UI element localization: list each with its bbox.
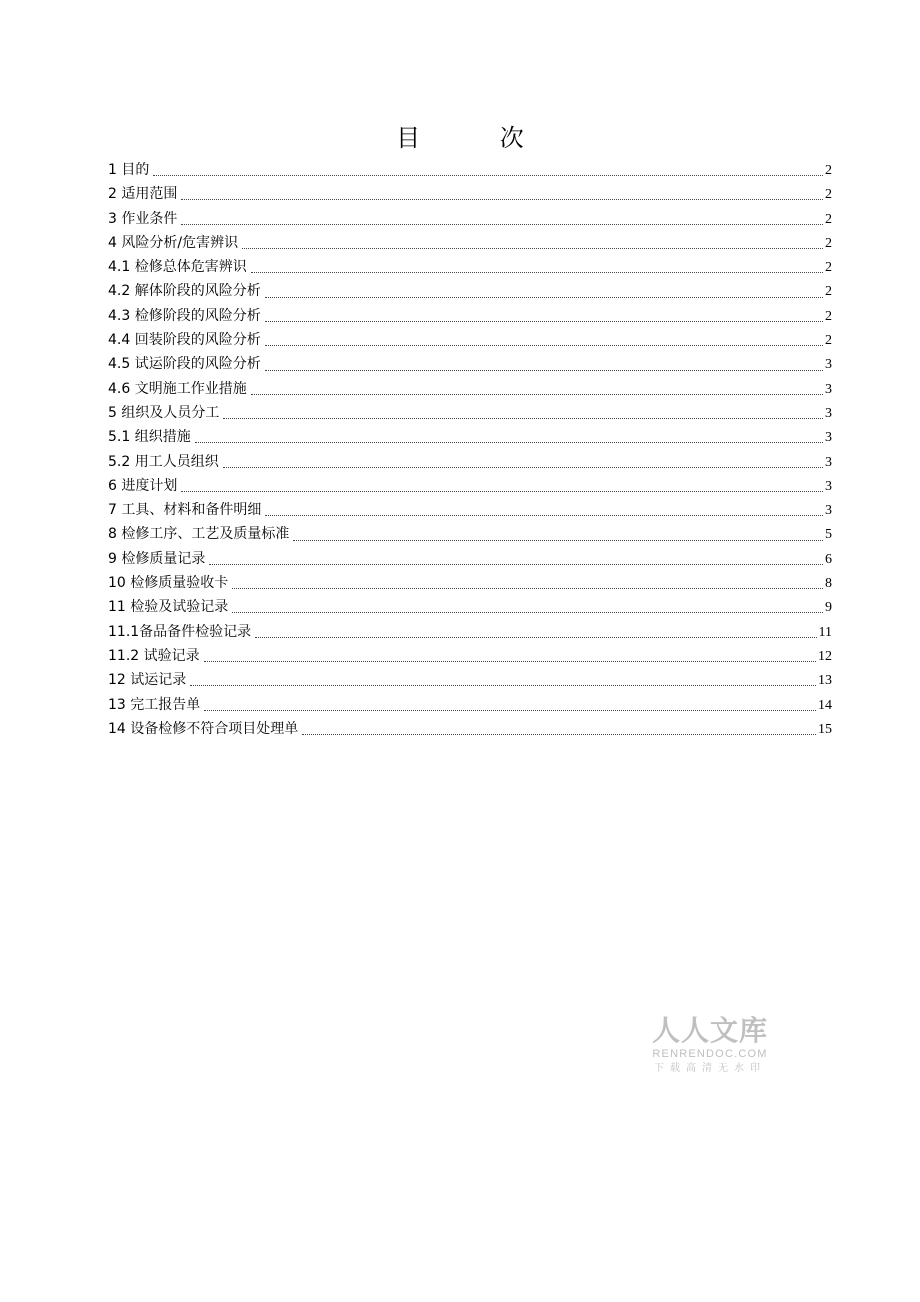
- toc-entry[interactable]: [108, 231, 832, 255]
- toc-entry[interactable]: [108, 717, 832, 741]
- toc-entry-label: 3 作业条件: [108, 210, 178, 227]
- toc-entry-page: 8: [825, 576, 832, 592]
- toc-leader-dots: [232, 587, 823, 589]
- toc-entry-label: 4.1 检修总体危害辨识: [108, 259, 247, 276]
- toc-entry-page: 3: [825, 357, 832, 373]
- toc-entry[interactable]: [108, 693, 832, 717]
- toc-leader-dots: [204, 660, 816, 662]
- toc-entry-page: 12: [818, 648, 832, 664]
- table-of-contents: [108, 158, 832, 741]
- toc-leader-dots: [209, 563, 823, 565]
- toc-entry[interactable]: [108, 255, 832, 279]
- toc-entry-page: 2: [825, 187, 832, 203]
- toc-entry-label: 11 检验及试验记录: [108, 599, 229, 616]
- toc-leader-dots: [181, 490, 823, 492]
- toc-entry-label: 4.5 试运阶段的风险分析: [108, 356, 261, 373]
- toc-entry[interactable]: [108, 547, 832, 571]
- toc-entry-page: 3: [825, 478, 832, 494]
- toc-entry-label: 4 风险分析/危害辨识: [108, 234, 239, 251]
- toc-entry-label: 9 检修质量记录: [108, 550, 206, 567]
- toc-entry[interactable]: [108, 571, 832, 595]
- toc-entry-label: 4.6 文明施工作业措施: [108, 380, 247, 397]
- toc-entry[interactable]: [108, 644, 832, 668]
- watermark-title: 人人文库: [651, 1014, 768, 1047]
- toc-entry[interactable]: [108, 668, 832, 692]
- toc-leader-dots: [190, 684, 816, 686]
- toc-entry[interactable]: [108, 425, 832, 449]
- toc-entry[interactable]: [108, 595, 832, 619]
- toc-entry-page: 3: [825, 430, 832, 446]
- toc-entry-label: 4.3 检修阶段的风险分析: [108, 307, 261, 324]
- watermark-tagline: 下载高清无水印: [654, 1063, 766, 1074]
- toc-entry-label: 1 目的: [108, 162, 150, 178]
- toc-entry[interactable]: [108, 304, 832, 328]
- watermark-url: RENRENDOC.COM: [652, 1048, 768, 1060]
- toc-leader-dots: [302, 733, 816, 735]
- page-title: 目 次: [396, 124, 560, 152]
- toc-entry-label: 5 组织及人员分工: [108, 404, 220, 421]
- toc-entry-page: 2: [825, 211, 832, 227]
- toc-entry-page: 11: [818, 624, 832, 640]
- toc-entry-label: 12 试运记录: [108, 672, 187, 689]
- toc-entry-page: 2: [825, 235, 832, 251]
- toc-entry-label: 13 完工报告单: [108, 696, 201, 713]
- toc-entry-page: 9: [825, 600, 832, 616]
- toc-entry-page: 13: [818, 673, 832, 689]
- toc-leader-dots: [251, 393, 823, 395]
- toc-entry-label: 10 检修质量验收卡: [108, 575, 229, 592]
- toc-entry-page: 3: [825, 503, 832, 519]
- toc-entry[interactable]: [108, 450, 832, 474]
- toc-leader-dots: [265, 344, 823, 346]
- toc-leader-dots: [195, 441, 823, 443]
- toc-entry-page: 14: [818, 697, 832, 713]
- toc-leader-dots: [251, 271, 823, 273]
- toc-entry[interactable]: [108, 377, 832, 401]
- toc-leader-dots: [153, 174, 823, 176]
- toc-entry-page: 3: [825, 405, 832, 421]
- toc-entry-page: 2: [825, 260, 832, 276]
- toc-leader-dots: [242, 247, 823, 249]
- toc-entry[interactable]: [108, 498, 832, 522]
- toc-entry-label: 2 适用范围: [108, 186, 178, 203]
- toc-leader-dots: [265, 296, 823, 298]
- toc-entry[interactable]: [108, 620, 832, 644]
- toc-entry-label: 11.1备品备件检验记录: [108, 623, 252, 640]
- toc-entry[interactable]: [108, 158, 832, 182]
- toc-leader-dots: [223, 417, 823, 419]
- toc-leader-dots: [255, 636, 816, 638]
- toc-entry[interactable]: [108, 352, 832, 376]
- toc-leader-dots: [232, 611, 823, 613]
- toc-entry-label: 6 进度计划: [108, 477, 178, 494]
- toc-entry[interactable]: [108, 279, 832, 303]
- toc-entry-page: 2: [825, 333, 832, 349]
- toc-leader-dots: [223, 466, 823, 468]
- toc-leader-dots: [181, 198, 823, 200]
- toc-entry-label: 5.1 组织措施: [108, 429, 191, 446]
- toc-leader-dots: [204, 709, 816, 711]
- toc-entry-page: 5: [825, 527, 832, 543]
- toc-leader-dots: [265, 320, 823, 322]
- toc-entry-label: 14 设备检修不符合项目处理单: [108, 720, 299, 737]
- toc-entry-label: 5.2 用工人员组织: [108, 453, 219, 470]
- toc-entry[interactable]: [108, 522, 832, 546]
- toc-entry-label: 8 检修工序、工艺及质量标准: [108, 526, 290, 543]
- toc-leader-dots: [293, 539, 823, 541]
- toc-entry-page: 2: [825, 163, 832, 178]
- toc-entry[interactable]: [108, 182, 832, 206]
- toc-entry-label: 4.2 解体阶段的风险分析: [108, 283, 261, 300]
- toc-entry[interactable]: [108, 474, 832, 498]
- toc-leader-dots: [265, 369, 823, 371]
- toc-entry-page: 3: [825, 454, 832, 470]
- toc-entry-label: 7 工具、材料和备件明细: [108, 502, 262, 519]
- watermark: [646, 1015, 774, 1077]
- toc-entry-page: 3: [825, 381, 832, 397]
- toc-entry[interactable]: [108, 207, 832, 231]
- toc-entry-page: 2: [825, 284, 832, 300]
- toc-entry-page: 6: [825, 551, 832, 567]
- toc-entry-page: 15: [818, 721, 832, 737]
- toc-leader-dots: [181, 223, 823, 225]
- toc-entry[interactable]: [108, 401, 832, 425]
- toc-leader-dots: [265, 514, 823, 516]
- toc-entry-page: 2: [825, 308, 832, 324]
- toc-entry-label: 4.4 回装阶段的风险分析: [108, 332, 261, 349]
- toc-entry-label: 11.2 试验记录: [108, 647, 200, 664]
- toc-entry[interactable]: [108, 328, 832, 352]
